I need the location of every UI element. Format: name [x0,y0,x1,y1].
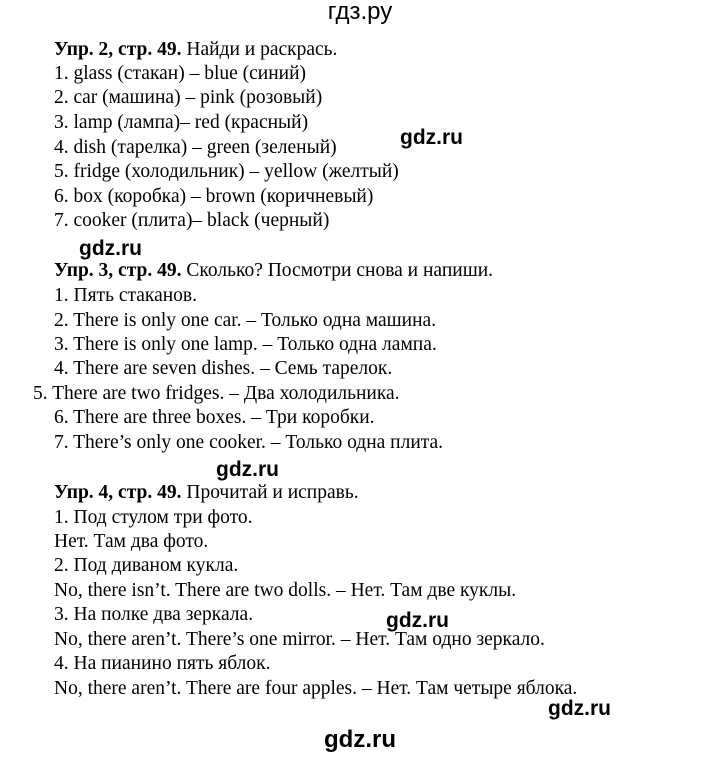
exercise-4-line: Нет. Там два фото. [54,531,209,552]
site-watermark-bottom: gdz.ru [324,726,396,753]
watermark: gdz.ru [79,237,142,260]
exercise-4-line: No, there isn’t. There are two dolls. – Нет. Там две куклы. [54,580,517,601]
exercise-3-line: 5. There are two fridges. – Два холодильника. [33,383,400,404]
exercise-2-number: Упр. 2, стр. 49. [54,39,182,60]
exercise-2-line: 5. fridge (холодильник) – yellow (желтый) [54,161,399,182]
exercise-4-heading [54,482,359,504]
site-watermark-top: гдз.ру [327,0,393,25]
exercise-4-line: No, there aren’t. There’s one mirror. – Нет. Там одно зеркало. [54,629,545,650]
exercise-2-line: 2. car (машина) – pink (розовый) [54,87,323,108]
exercise-2-line: 3. lamp (лампа)– red (красный) [54,112,309,133]
exercise-3-heading [54,260,493,282]
exercise-3-line: 7. There’s only one cooker. – Только одна плита. [54,432,444,453]
exercise-3-number: Упр. 3, стр. 49. [54,260,182,281]
exercise-4-number: Упр. 4, стр. 49. [54,482,182,503]
exercise-4-line: No, there aren’t. There are four apples. – Нет. Там четыре яблока. [54,678,578,699]
exercise-4-line: 1. Под стулом три фото. [54,507,253,528]
exercise-3-task: Сколько? Посмотри снова и напиши. [181,260,494,281]
exercise-4-line: 2. Под диваном кукла. [54,555,239,576]
exercise-3-line: 1. Пять стаканов. [54,285,198,306]
exercise-3-line: 3. There is only one lamp. – Только одна лампа. [54,334,437,355]
exercise-2-task: Найди и раскрась. [181,39,338,60]
exercise-4-line: 3. На полке два зеркала. [54,604,254,625]
exercise-2-line: 6. box (коробка) – brown (коричневый) [54,186,374,207]
watermark: gdz.ru [216,458,279,481]
exercise-2-line: 4. dish (тарелка) – green (зеленый) [54,137,337,158]
watermark: gdz.ru [548,697,611,720]
exercise-3-line: 6. There are three boxes. – Три коробки. [54,407,375,428]
watermark: gdz.ru [400,126,463,149]
exercise-4-task: Прочитай и исправь. [181,482,359,503]
exercise-3-line: 4. There are seven dishes. – Семь тарелок. [54,358,393,379]
exercise-4-line: 4. На пианино пять яблок. [54,653,271,674]
exercise-2-line: 1. glass (стакан) – blue (синий) [54,63,307,84]
exercise-2-line: 7. cooker (плита)– black (черный) [54,210,330,231]
watermark: gdz.ru [386,609,449,632]
exercise-3-line: 2. There is only one car. – Только одна машина. [54,310,437,331]
exercise-2-heading [54,39,337,61]
